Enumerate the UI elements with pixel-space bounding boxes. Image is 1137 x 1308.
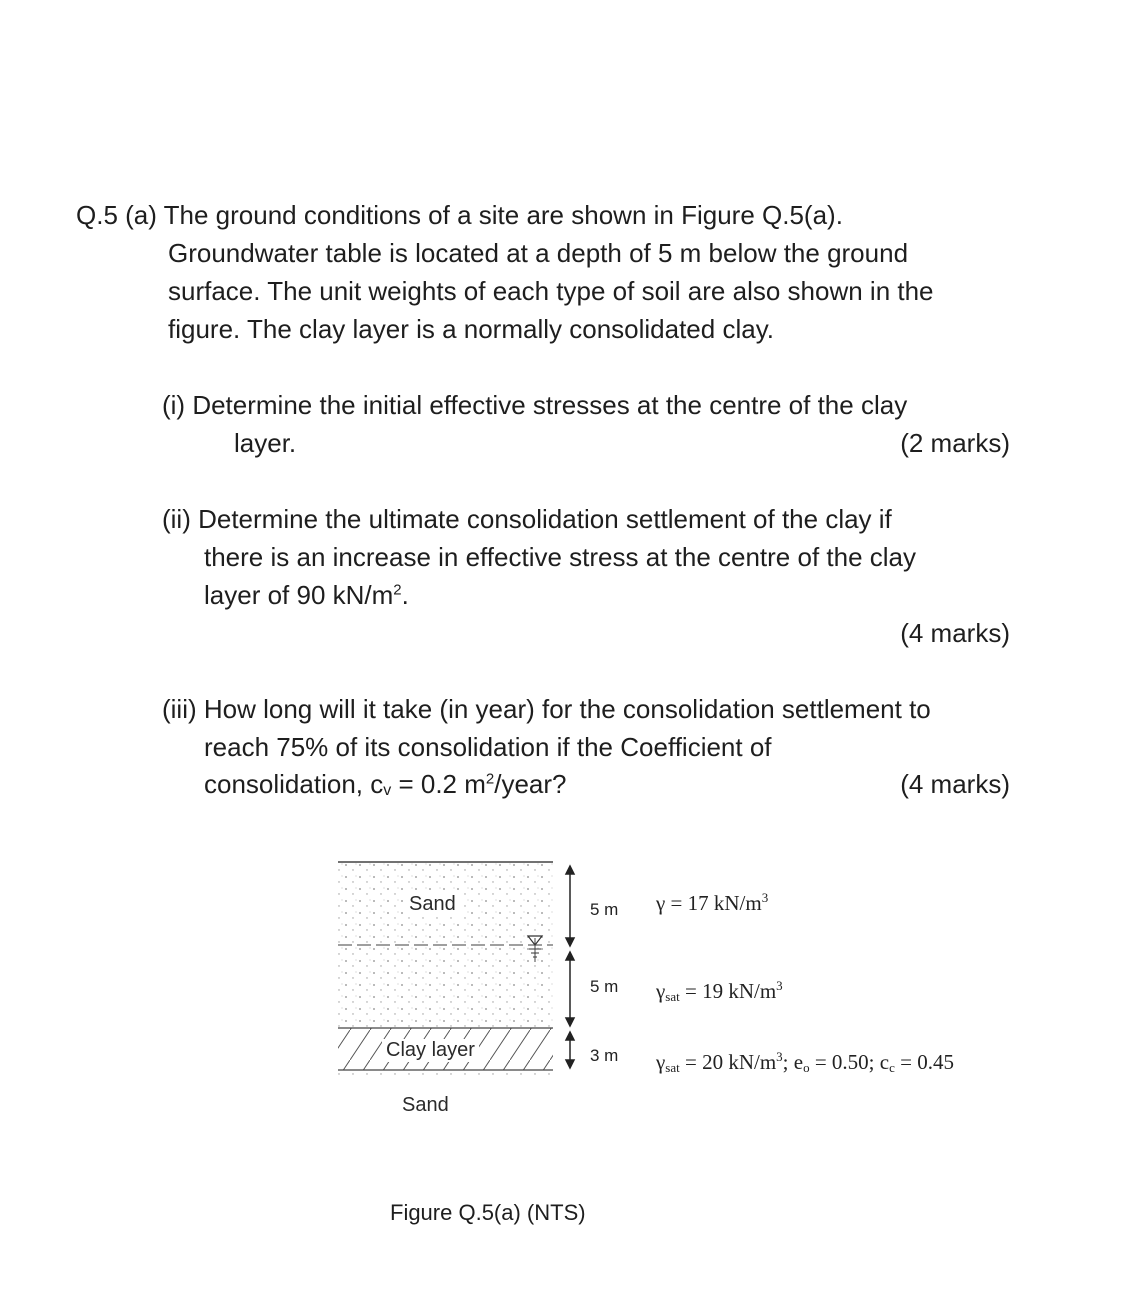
part-iii-line-1: (iii) How long will it take (in year) for the consolidation settlement to: [162, 694, 931, 724]
part-iii-line-2: reach 75% of its consolidation if the Coefficient of: [204, 732, 772, 762]
depth-label-1: 5 m: [590, 900, 619, 919]
dimension-arrows: [566, 866, 574, 1068]
unit-weight-layer-2: $\gamma_{sat} = 19$ $kN/m^3$: [656, 978, 783, 1004]
depth-label-2: 5 m: [590, 977, 619, 996]
depth-label-3: 3 m: [590, 1046, 619, 1065]
part-ii-line-1: (ii) Determine the ultimate consolidation settlement of the clay if: [162, 504, 892, 534]
part-i-line-1: (i) Determine the initial effective stresses at the centre of the clay: [162, 390, 908, 420]
question-line-4: figure. The clay layer is a normally consolidated clay.: [168, 314, 774, 344]
question-line-3: surface. The unit weights of each type of soil are also shown in the: [168, 276, 934, 306]
part-i-line-2: layer.: [234, 428, 297, 458]
part-i-marks: (2 marks): [900, 428, 1010, 458]
sand-bottom-label: Sand: [402, 1094, 449, 1116]
part-ii-line-2: there is an increase in effective stress at the centre of the clay: [204, 542, 917, 572]
figure-caption: Figure Q.5(a) (NTS): [390, 1200, 586, 1225]
clay-properties: $\gamma_{sat} = 20$ $kN/m^3$; $e_o = 0.50$; $c_c = 0.45$: [656, 1049, 954, 1075]
part-iii-line-3: consolidation, cv = 0.2 $m^2$/year?: [204, 769, 567, 799]
part-iii-marks: (4 marks): [900, 769, 1010, 799]
soil-profile-figure: [330, 850, 1050, 1116]
sand-top-label: Sand: [406, 893, 459, 916]
part-ii-line-3: layer of 90 $kN/m^2$.: [204, 580, 409, 610]
question-line-2: Groundwater table is located at a depth of 5 m below the ground: [168, 238, 909, 268]
sand-bottom-fill: [338, 1071, 553, 1079]
part-ii-marks: (4 marks): [900, 618, 1010, 648]
unit-weight-layer-1: γ = 17 $kN/m^3$: [656, 890, 769, 915]
question-line-1: Q.5 (a) The ground conditions of a site are shown in Figure Q.5(a).: [76, 200, 843, 230]
clay-layer-label: Clay layer: [382, 1039, 479, 1062]
